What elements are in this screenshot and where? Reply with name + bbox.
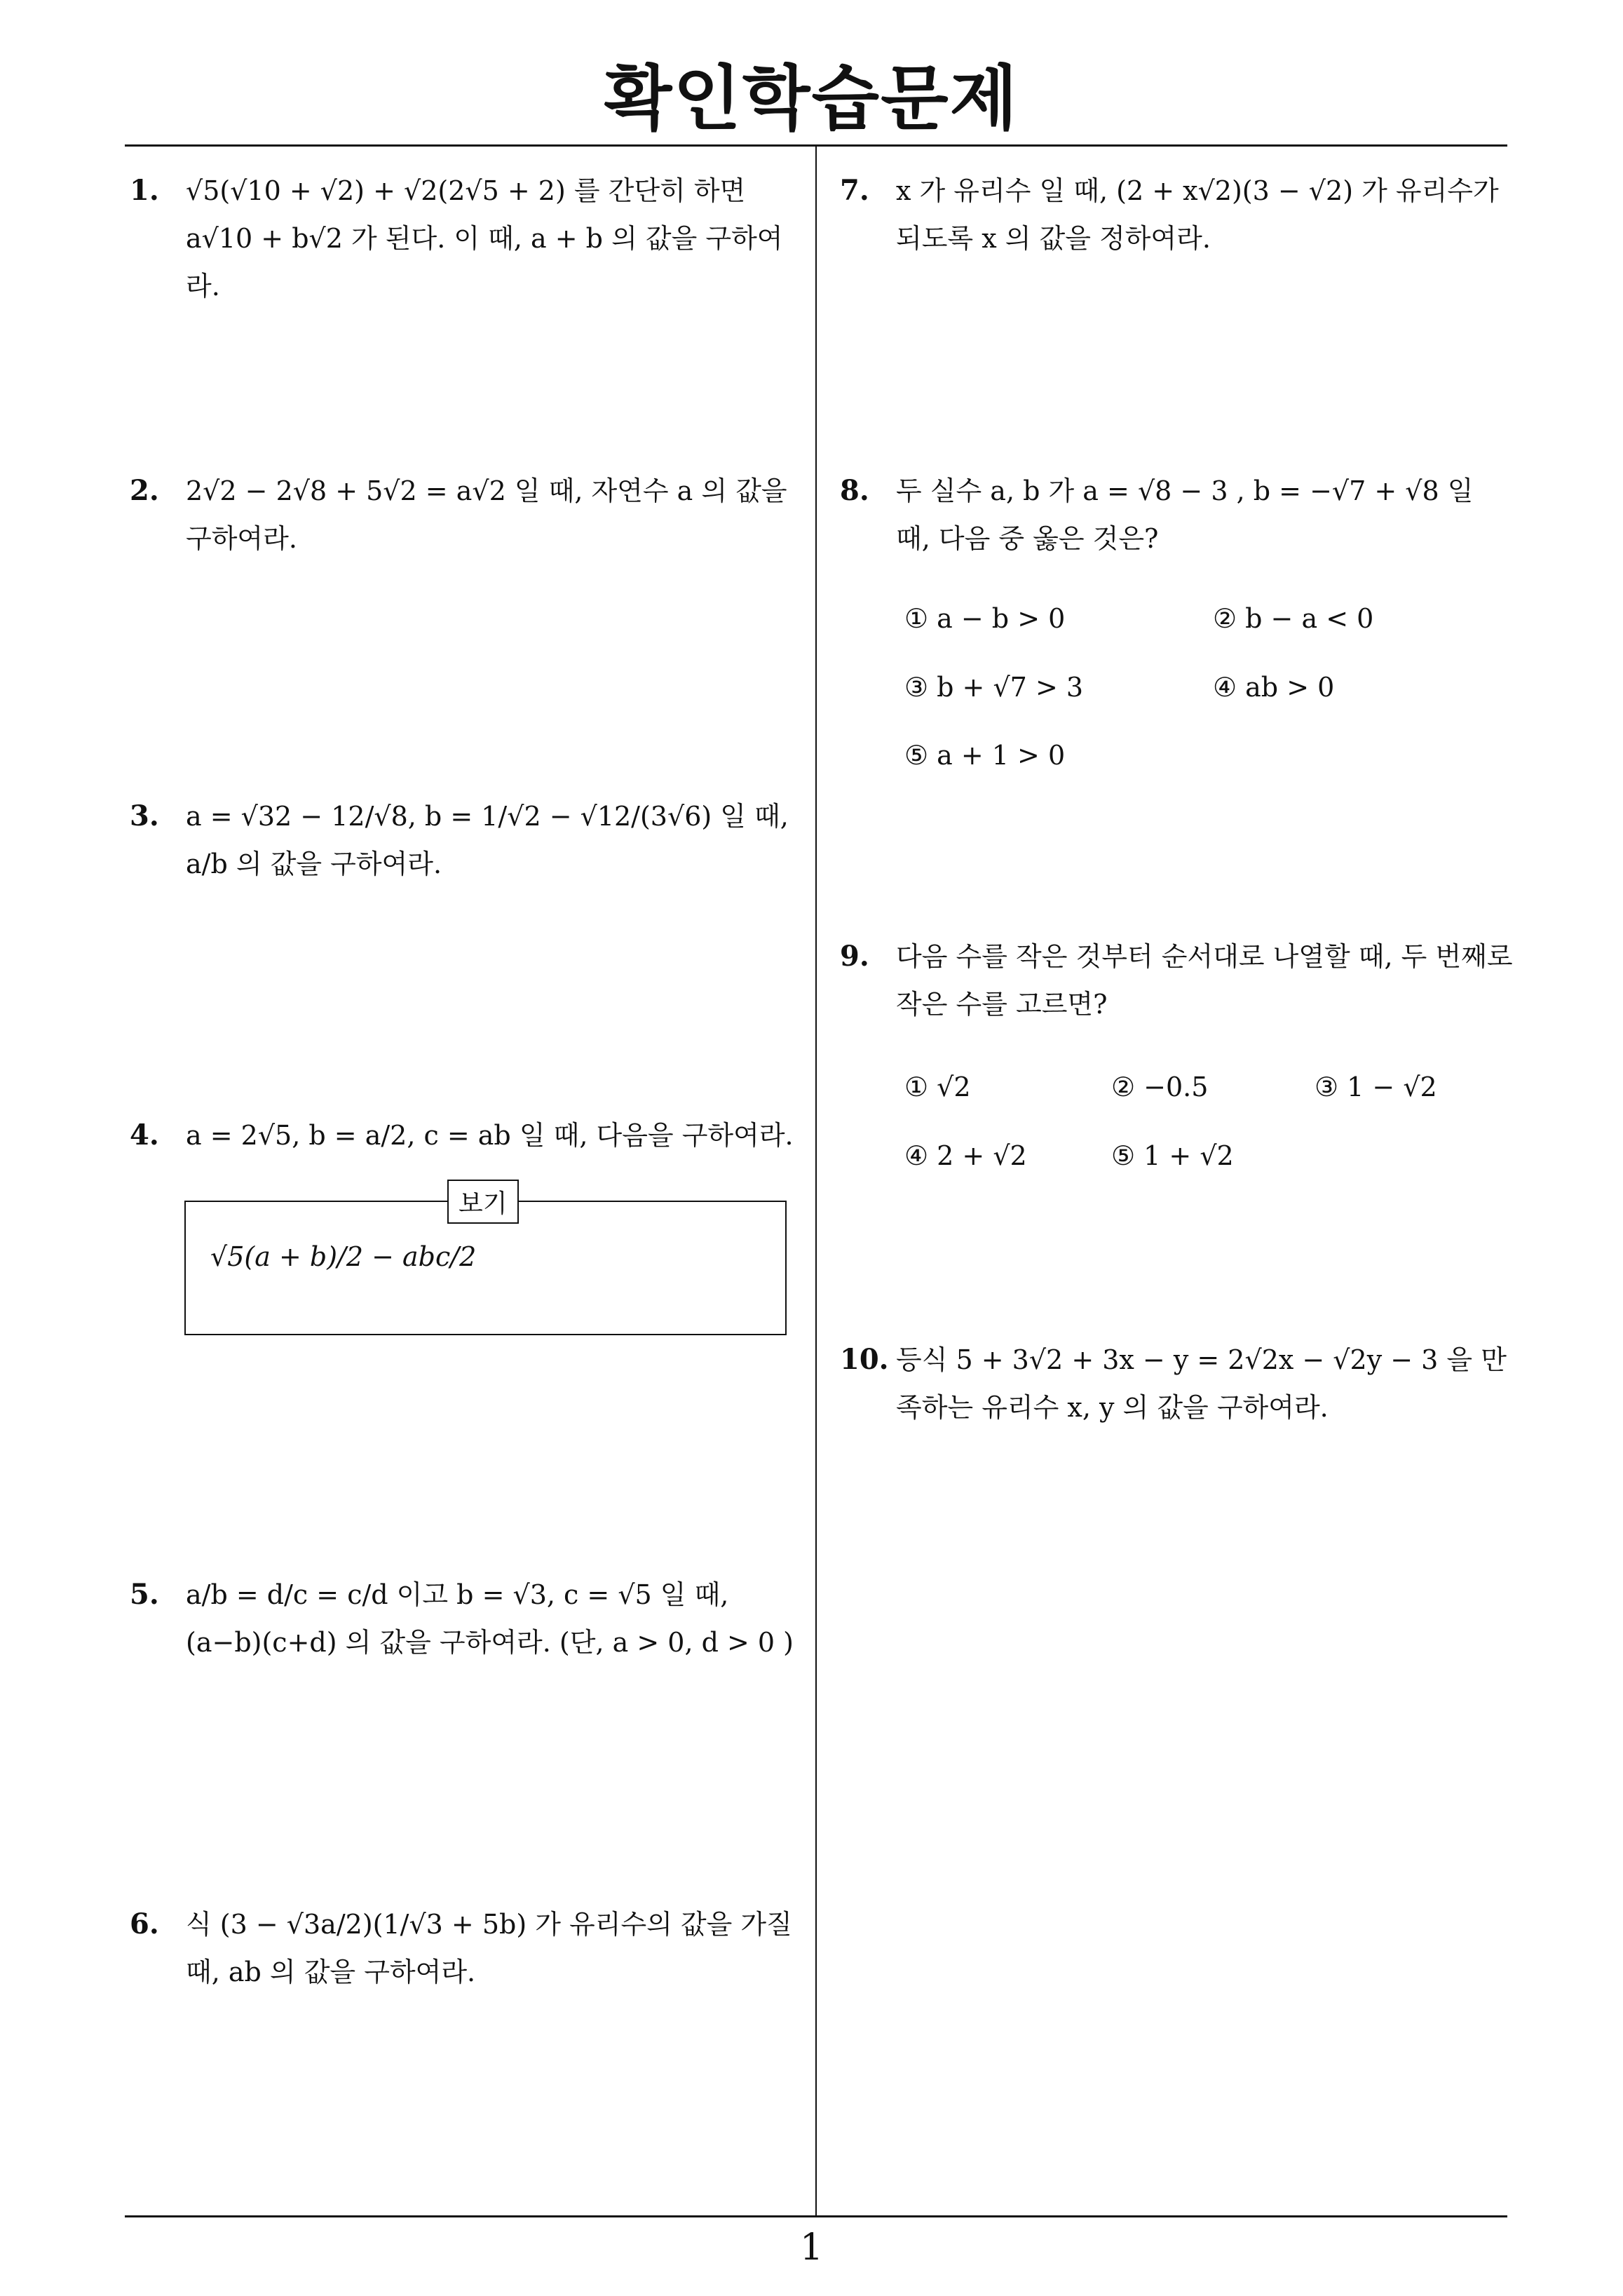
problem-3 [130,792,803,888]
problem-number: 2. [130,474,159,507]
problem-text: 2√2 − 2√8 + 5√2 = a√2 일 때, 자연수 a 의 값을 구하여라. [186,475,787,554]
bottom-rule [125,2215,1507,2217]
problem-text: a = √32 − 12/√8, b = 1/√2 − √12/(3√6) 일 때, a/b 의 값을 구하여라. [186,801,789,879]
example-expression: √5(a + b)/2 − abc/2 [210,1241,477,1272]
problem-number: 6. [130,1907,159,1940]
problem-text: a = 2√5, b = a/2, c = ab 일 때, 다음을 구하여라. [186,1120,794,1151]
problem-10 [840,1336,1513,1431]
problem-6 [130,1900,803,1996]
problem-5 [130,1571,803,1666]
choice-8-2: ② b − a < 0 [1213,603,1374,634]
problem-7 [840,167,1513,262]
problem-text: 두 실수 a, b 가 a = √8 − 3 , b = −√7 + √8 일 때, 다음 중 옳은 것은? [896,475,1474,554]
problem-number: 5. [130,1578,159,1611]
choice-9-1: ① √2 [904,1072,971,1102]
example-box-label: 보기 [447,1180,519,1224]
problem-8 [840,467,1513,562]
column-divider [815,144,817,2215]
page-number: 1 [799,2227,824,2269]
problem-text: 다음 수를 작은 것부터 순서대로 나열할 때, 두 번째로 작은 수를 고르면? [896,941,1513,1020]
problem-text: √5(√10 + √2) + √2(2√5 + 2) 를 간단히 하면 a√10 + b√2 가 된다. 이 때, a + b 의 값을 구하여라. [186,175,783,302]
problem-text: a/b = d/c = c/d 이고 b = √3, c = √5 일 때, (a−b)(c+d) 의 값을 구하여라. (단, a > 0, d > 0 ) [186,1579,794,1658]
problem-number: 4. [130,1119,159,1152]
problem-text: x 가 유리수 일 때, (2 + x√2)(3 − √2) 가 유리수가 되도록 x 의 값을 정하여라. [896,175,1499,254]
problem-9 [840,933,1513,1028]
problem-text: 식 (3 − √3a/2)(1/√3 + 5b) 가 유리수의 값을 가질 때, ab 의 값을 구하여라. [186,1909,792,1987]
problem-number: 8. [840,474,869,507]
problem-number: 1. [130,174,159,207]
choice-8-1: ① a − b > 0 [904,603,1066,634]
page-title: 확인학습문제 [604,58,1019,140]
problem-number: 10. [840,1343,889,1376]
choice-8-5: ⑤ a + 1 > 0 [904,740,1066,771]
choice-9-2: ② −0.5 [1111,1072,1209,1102]
problem-number: 9. [840,940,869,973]
choice-8-3: ③ b + √7 > 3 [904,672,1084,703]
choice-8-4: ④ ab > 0 [1213,672,1335,703]
problem-number: 3. [130,799,159,832]
choice-9-3: ③ 1 − √2 [1315,1072,1437,1102]
problem-number: 7. [840,174,869,207]
problem-2 [130,467,803,562]
problem-4 [130,1112,803,1159]
problem-text: 등식 5 + 3√2 + 3x − y = 2√2x − √2y − 3 을 만족하는 유리수 x, y 의 값을 구하여라. [896,1344,1507,1423]
problem-1 [130,167,803,310]
choice-9-5: ⑤ 1 + √2 [1111,1140,1234,1171]
choice-9-4: ④ 2 + √2 [904,1140,1027,1171]
